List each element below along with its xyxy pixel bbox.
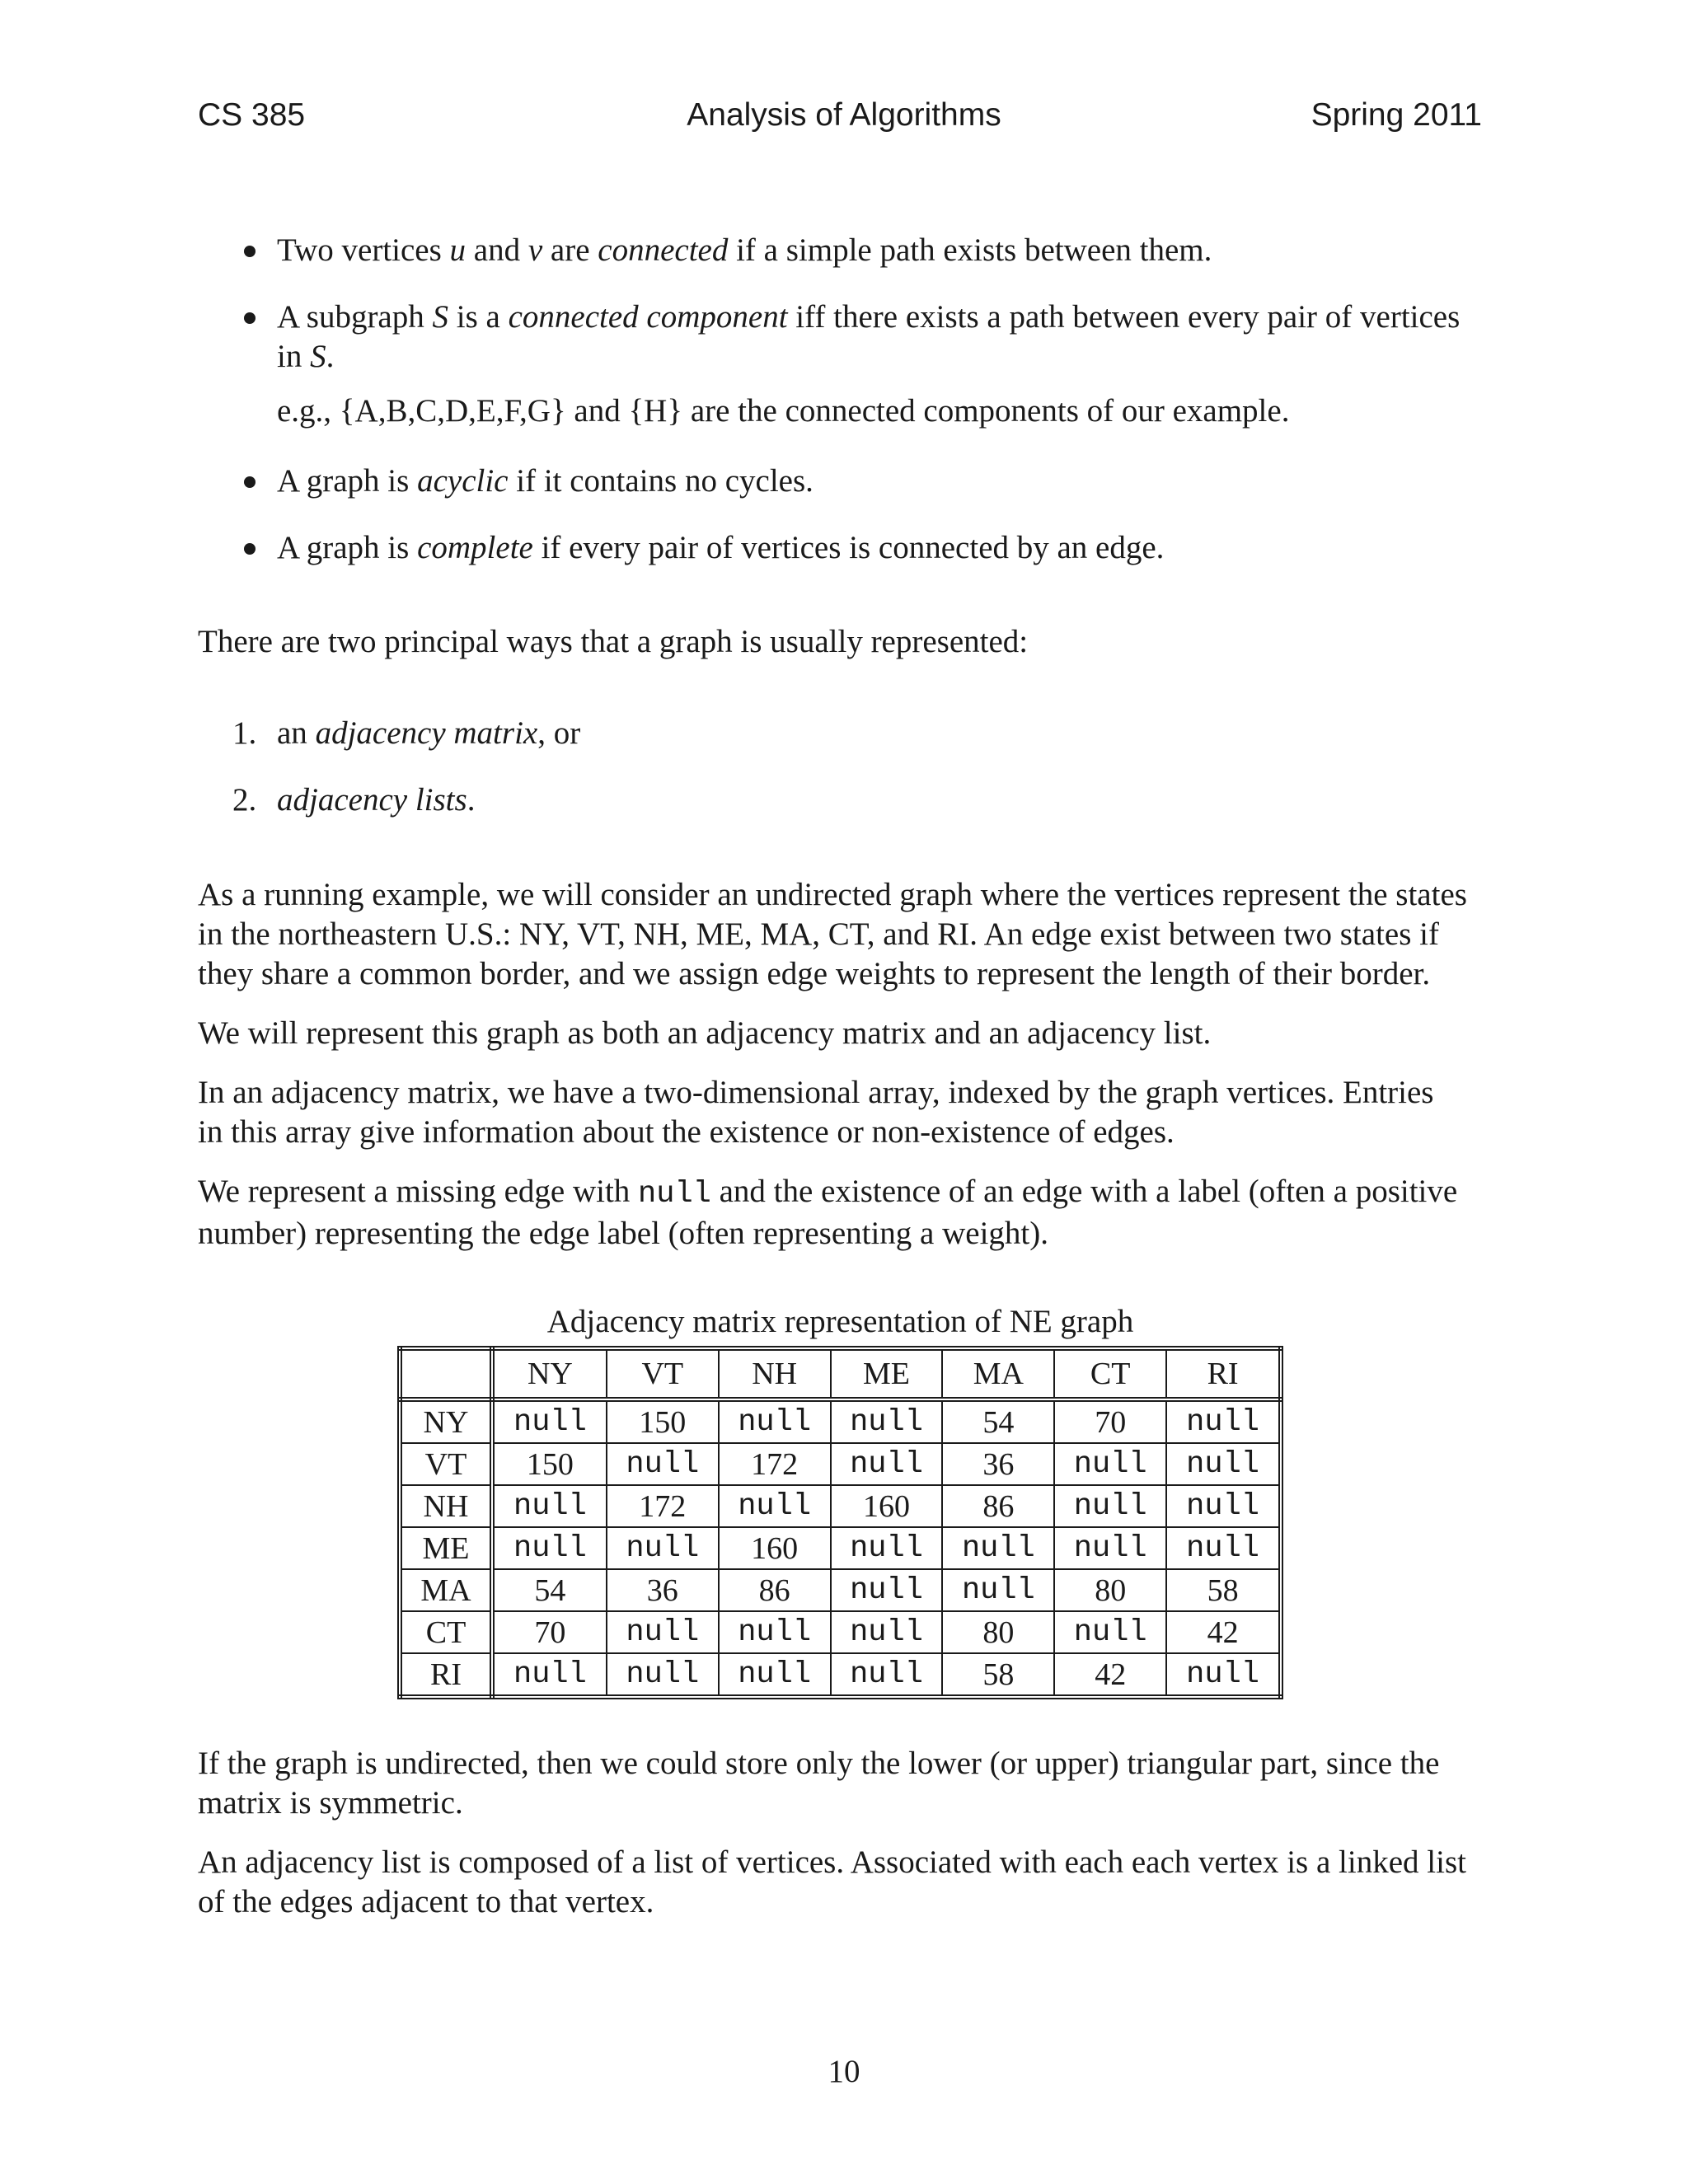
paragraph-missing-edge (198, 1172, 1492, 1254)
line: In an adjacency matrix, we have a two-dimensional array, indexed by the graph vertices. Entries (198, 1075, 1434, 1110)
table-cell: 36 (942, 1443, 1054, 1485)
column-header: RI (1166, 1348, 1281, 1399)
table-cell: null (1054, 1485, 1166, 1527)
text: iff there exists a path between every pair of vertices (787, 299, 1461, 335)
table-cell: null (492, 1653, 607, 1697)
table-row (400, 1399, 1281, 1443)
table-cell: null (607, 1653, 719, 1697)
bullet-acyclic (277, 462, 1492, 501)
table-cell: null (719, 1399, 831, 1443)
math-s: S (432, 299, 448, 335)
text: . (467, 782, 476, 818)
table-cell: null (492, 1527, 607, 1569)
line: in the northeastern U.S.: NY, VT, NH, ME, MA, CT, and RI. An edge exist between two states if (198, 916, 1439, 952)
adjacency-matrix-table (397, 1346, 1283, 1699)
paragraph-undirected (198, 1744, 1492, 1823)
table-caption: Adjacency matrix representation of NE graph (546, 1304, 1134, 1339)
term-adjacency-lists: adjacency lists (277, 782, 467, 818)
line: number) representing the edge label (often representing a weight). (198, 1216, 1048, 1251)
table-cell: 80 (1054, 1569, 1166, 1611)
row-header: VT (400, 1443, 492, 1485)
corner-cell (400, 1348, 492, 1399)
table-cell: 86 (942, 1485, 1054, 1527)
page-number: 10 (828, 2054, 860, 2089)
table-cell: null (1166, 1527, 1281, 1569)
text: if it contains no cycles. (508, 463, 814, 499)
text: . (326, 339, 335, 374)
column-header: VT (607, 1348, 719, 1399)
table-cell: 80 (942, 1611, 1054, 1653)
table-cell: null (831, 1653, 943, 1697)
table-cell: 58 (942, 1653, 1054, 1697)
text: are (542, 232, 598, 268)
term-connected-component: connected component (508, 299, 788, 335)
table-cell: 54 (942, 1399, 1054, 1443)
table-cell: 58 (1166, 1569, 1281, 1611)
table-cell: 42 (1166, 1611, 1281, 1653)
bullet-marker (244, 246, 256, 257)
table-cell: null (719, 1485, 831, 1527)
bullet-marker (244, 312, 256, 324)
text: Two vertices (277, 232, 450, 268)
paragraph-adjacency-list (198, 1843, 1492, 1922)
table-cell: null (831, 1399, 943, 1443)
header-title: Analysis of Algorithms (687, 97, 1001, 133)
table-cell: null (831, 1443, 943, 1485)
line: As a running example, we will consider an undirected graph where the vertices represent the states (198, 877, 1467, 912)
table-cell: 150 (492, 1443, 607, 1485)
paragraph-both: We will represent this graph as both an adjacency matrix and an adjacency list. (198, 1015, 1212, 1051)
row-header: NH (400, 1485, 492, 1527)
column-header: NY (492, 1348, 607, 1399)
math-u: u (449, 232, 467, 268)
table-cell: null (942, 1569, 1054, 1611)
table-cell: null (1166, 1653, 1281, 1697)
enum-number: 2. (232, 782, 257, 818)
table-cell: 86 (719, 1569, 831, 1611)
table-row (400, 1527, 1281, 1569)
table-row (400, 1611, 1281, 1653)
table-row (400, 1653, 1281, 1697)
table-cell: null (719, 1653, 831, 1697)
term-adjacency-matrix: adjacency matrix (315, 715, 538, 751)
term-acyclic: acyclic (417, 463, 509, 499)
text: an (277, 715, 316, 751)
table-cell: null (607, 1527, 719, 1569)
column-header: MA (942, 1348, 1054, 1399)
text: if a simple path exists between them. (728, 232, 1212, 268)
math-v: v (528, 232, 543, 268)
text: and (466, 232, 528, 268)
term-connected: connected (598, 232, 729, 268)
text: and the existence of an edge with a label (often a positive (710, 1174, 1458, 1209)
table-cell: null (942, 1527, 1054, 1569)
enum-item-matrix (277, 714, 1492, 753)
term-complete: complete (417, 530, 533, 565)
table-cell: null (1054, 1527, 1166, 1569)
line: An adjacency list is composed of a list of vertices. Associated with each each vertex is a linked list (198, 1844, 1466, 1880)
line: If the graph is undirected, then we could store only the lower (or upper) triangular part, since the (198, 1746, 1440, 1781)
table-cell: null (607, 1443, 719, 1485)
row-header: NY (400, 1399, 492, 1443)
paragraph-running-example (198, 875, 1492, 994)
table-row (400, 1443, 1281, 1485)
code-null: null (638, 1177, 711, 1212)
table-cell: 70 (1054, 1399, 1166, 1443)
table-cell: 172 (719, 1443, 831, 1485)
table-cell: null (719, 1611, 831, 1653)
table-cell: 172 (607, 1485, 719, 1527)
table-cell: null (1054, 1611, 1166, 1653)
text: We represent a missing edge with (198, 1174, 639, 1209)
header-course: CS 385 (198, 97, 306, 133)
text: if every pair of vertices is connected by an edge. (532, 530, 1165, 565)
line: of the edges adjacent to that vertex. (198, 1884, 654, 1919)
table-cell: null (492, 1485, 607, 1527)
enum-number: 1. (232, 715, 257, 751)
table-cell: 150 (607, 1399, 719, 1443)
table-row (400, 1485, 1281, 1527)
line: in this array give information about the existence or non-existence of edges. (198, 1114, 1175, 1150)
row-header: RI (400, 1653, 492, 1697)
example-line: e.g., {A,B,C,D,E,F,G} and {H} are the connected components of our example. (277, 393, 1290, 429)
text: is a (448, 299, 509, 335)
table-cell: 70 (492, 1611, 607, 1653)
table-cell: null (1054, 1443, 1166, 1485)
table-cell: null (831, 1611, 943, 1653)
bullet-marker (244, 476, 256, 488)
table-cell: null (831, 1569, 943, 1611)
table-cell: null (492, 1399, 607, 1443)
bullet-connected (277, 231, 1492, 270)
bullet-complete (277, 528, 1492, 568)
table-cell: null (1166, 1399, 1281, 1443)
table-cell: 36 (607, 1569, 719, 1611)
column-header: ME (831, 1348, 943, 1399)
table-cell: 42 (1054, 1653, 1166, 1697)
text: A subgraph (277, 299, 433, 335)
text: , or (537, 715, 581, 751)
table-cell: 160 (831, 1485, 943, 1527)
column-header: CT (1054, 1348, 1166, 1399)
table-cell: 54 (492, 1569, 607, 1611)
row-header: CT (400, 1611, 492, 1653)
text: A graph is (277, 530, 418, 565)
table-row (400, 1569, 1281, 1611)
table-cell: null (607, 1611, 719, 1653)
math-s: S (310, 339, 326, 374)
paragraph-matrix (198, 1073, 1492, 1152)
text: A graph is (277, 463, 418, 499)
column-header: NH (719, 1348, 831, 1399)
enum-item-lists (277, 780, 1492, 820)
bullet-connected-component (277, 298, 1492, 431)
line: matrix is symmetric. (198, 1785, 463, 1821)
line: they share a common border, and we assign edge weights to represent the length of their border. (198, 956, 1431, 991)
table-header-row (400, 1348, 1281, 1399)
bullet-marker (244, 543, 256, 555)
text: in (277, 339, 311, 374)
row-header: ME (400, 1527, 492, 1569)
table-cell: null (1166, 1443, 1281, 1485)
paragraph-ways: There are two principal ways that a graph is usually represented: (198, 624, 1029, 659)
table-cell: null (1166, 1485, 1281, 1527)
row-header: MA (400, 1569, 492, 1611)
header-term: Spring 2011 (1311, 97, 1482, 133)
table-cell: null (831, 1527, 943, 1569)
table-cell: 160 (719, 1527, 831, 1569)
